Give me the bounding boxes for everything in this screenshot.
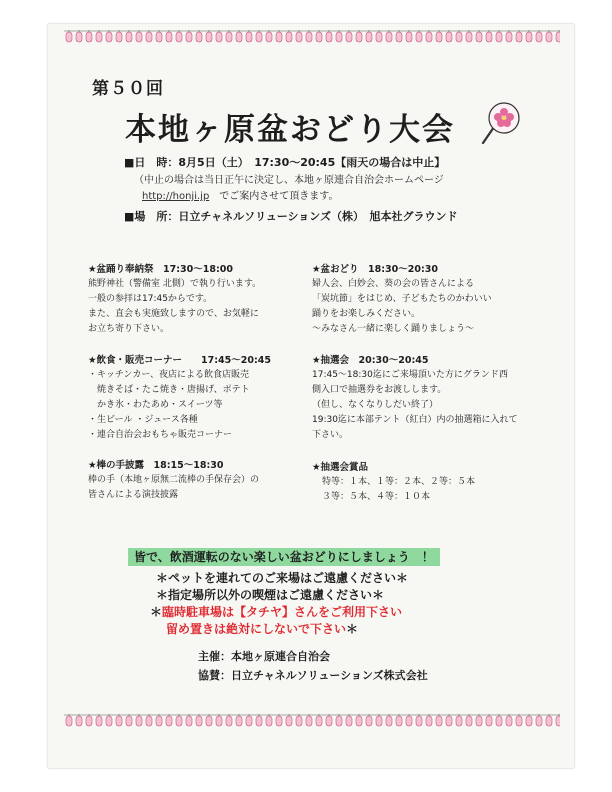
smoking-notice: ＊指定場所以外の喫煙はご遠慮ください＊ [156, 588, 385, 602]
section-hono: ★盆踊り奉納祭 17:30～18:00 熊野神社（警備室 北側）で執り行います。 一般の参拝は17:45からです。 また、直会も実施致しますので、お気軽に お立ち寄り下さい。 [88, 264, 262, 334]
section-heading: ★抽選会賞品 [312, 462, 369, 473]
section-heading: ★抽選会 20:30～20:45 [312, 355, 429, 366]
event-title: 本地ヶ原盆おどり大会 [125, 112, 455, 148]
section-food: ★飲食・販売コーナー 17:45～20:45 ・キッチンカー、夜店による飲食店販売 焼きそば・たこ焼き・唐揚げ、ポテト かき氷・わたあめ・スイーツ等 ・生ビール ・ジュース各種 ・連合自治会おもちゃ販売コーナー [88, 355, 271, 440]
lantern-row-icon [64, 30, 560, 44]
section-heading: ★盆おどり 18:30～20:30 [312, 264, 438, 275]
section-odori: ★盆おどり 18:30～20:30 婦人会、白妙会、葵の会の皆さんによる 「炭坑節」をはじめ、子どもたちのかわいい 踊りをお楽しみください。 ～みなさん一緒に楽しく踊りましょう～ [312, 264, 492, 334]
date-line: ■日 時：8月5日（土） 17:30～20:45【雨天の場合は中止】 [124, 156, 446, 169]
section-heading: ★盆踊り奉納祭 17:30～18:00 [88, 264, 233, 275]
drunk-driving-notice: 皆で、飲酒運転のない楽しい盆おどりにしましょう ！ [128, 548, 440, 566]
host-line: 主催：本地ヶ原連合自治会 [198, 650, 330, 663]
lantern-border-top [64, 30, 560, 44]
parking-notice: ＊臨時駐車場は【タチヤ】さんをご利用下さい [150, 605, 403, 619]
uchiwa-fan-icon [478, 100, 522, 146]
bullet-icon: ■ [124, 210, 135, 223]
homepage-link[interactable]: http://honji.jp [142, 191, 210, 202]
section-lottery: ★抽選会 20:30～20:45 17:45～18:30迄にご来場頂いた方にグランド西 側入口で抽選券をお渡しします。 （但し、なくなりしだい終了） 19:30迄に本部テント（紅白）内の抽選箱に入れて 下さい。 [312, 355, 518, 440]
rain-note-line-2: http://honji.jp でご案内させて頂きます。 [142, 191, 339, 202]
rain-note-line-1: （中止の場合は当日正午に決定し、本地ヶ原連合自治会ホームページ [134, 175, 444, 186]
section-heading: ★飲食・販売コーナー 17:45～20:45 [88, 355, 271, 366]
pets-notice: ＊ペットを連れてのご来場はご遠慮ください＊ [156, 571, 409, 585]
lantern-row-icon [64, 714, 560, 728]
place-line: ■場 所：日立チャネルソリューションズ（株） 旭本社グラウンド [124, 210, 458, 223]
lantern-border-bottom [64, 714, 560, 728]
parking-notice-2: 留め置きは絶対にしないで下さい＊ [166, 622, 359, 636]
edition-number: 第５０回 [92, 79, 164, 99]
bullet-icon: ■ [124, 156, 135, 169]
section-prizes: ★抽選会賞品 特等：１本、１等：２本、２等：５本 ３等：５本、４等：１０本 [312, 462, 476, 502]
section-heading: ★棒の手披露 18:15～18:30 [88, 460, 224, 471]
section-bou: ★棒の手披露 18:15～18:30 棒の手（本地ヶ原無二流棒の手保存会）の 皆さんによる演技披露 [88, 460, 260, 500]
sponsor-line: 協賛：日立チャネルソリューションズ株式会社 [198, 669, 428, 682]
